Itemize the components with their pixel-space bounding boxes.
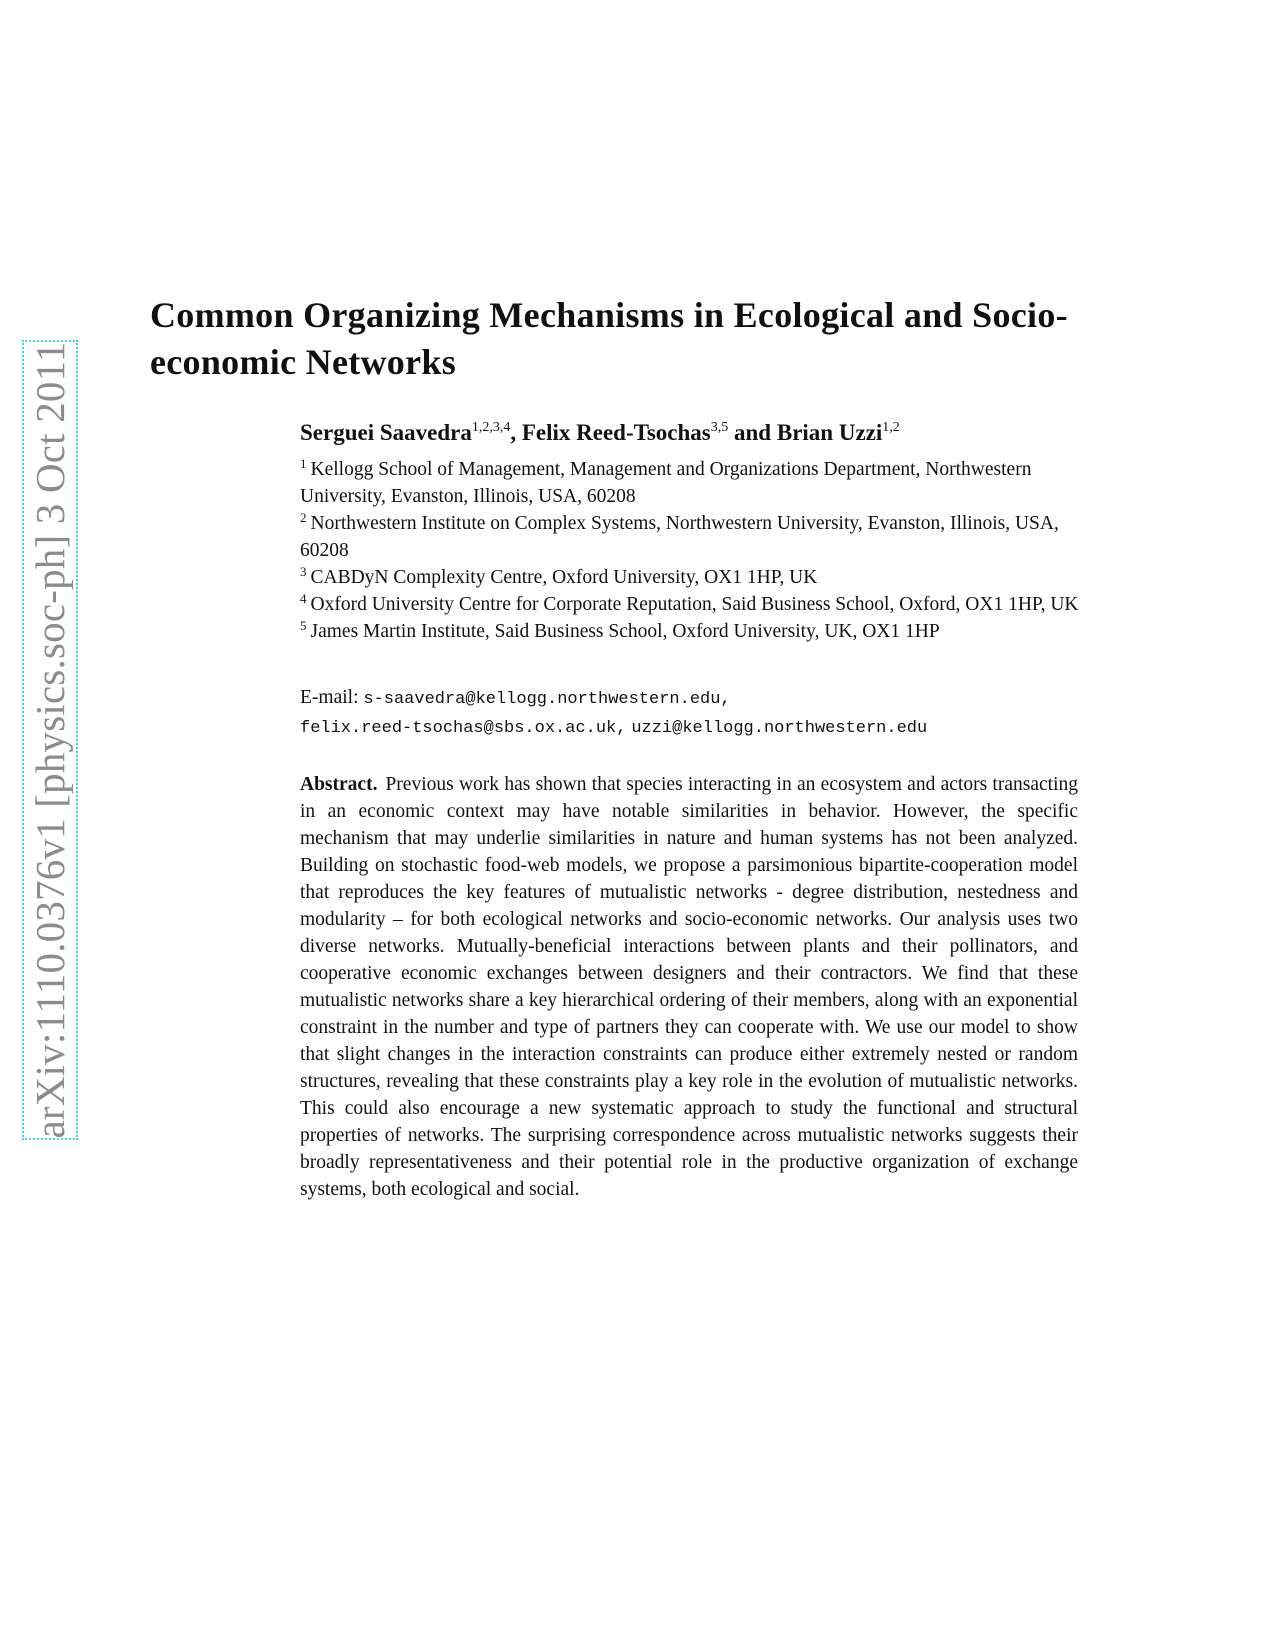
affiliation-text: James Martin Institute, Said Business School, Oxford University, UK, OX1 1HP <box>310 621 940 642</box>
affiliation <box>300 456 1080 510</box>
affiliation-text: Oxford University Centre for Corporate Reputation, Said Business School, Oxford, OX1 1HP, UK <box>310 594 1079 615</box>
arxiv-identifier: arXiv:1110.0376v1 [physics.soc-ph] 3 Oct 2011 <box>27 341 73 1139</box>
author-affiliation-marks: 1,2 <box>882 420 900 435</box>
affiliation-text: CABDyN Complexity Centre, Oxford University, OX1 1HP, UK <box>310 567 818 588</box>
affiliation <box>300 618 1080 645</box>
affiliation-number: 5 <box>300 618 307 633</box>
email-label: E-mail: <box>300 687 359 708</box>
email-block <box>300 684 1080 742</box>
author-affiliation-marks: 1,2,3,4 <box>471 420 511 435</box>
author-separator: and <box>728 420 777 445</box>
author-name: Serguei Saavedra <box>300 420 472 445</box>
affiliation <box>300 591 1080 618</box>
affiliation <box>300 564 1080 591</box>
affiliation-number: 1 <box>300 456 307 471</box>
abstract <box>300 771 1078 1203</box>
email-address[interactable]: s-saavedra@kellogg.northwestern.edu, <box>363 690 731 709</box>
affiliation-list <box>300 456 1080 645</box>
abstract-label: Abstract. <box>300 774 378 795</box>
abstract-text: Previous work has shown that species interacting in an ecosystem and actors transacting in an economic context may have notable similarities in behavior. However, the specific mechanism that may underlie similarities in nature and human systems has not been analyzed. Building on stochastic food-web models, we propose a parsimonious bipartite-cooperation model that reproduces the key features of mutualistic networks - degree distribution, nestedness and modularity – for both ecological networks and socio-economic networks. Our analysis uses two diverse networks. Mutually-beneficial interactions between plants and their pollinators, and cooperative economic exchanges between designers and their contractors. We find that these mutualistic networks share a key hierarchical ordering of their members, along with an exponential constraint in the number and type of partners they can cooperate with. We use our model to show that slight changes in the interaction constraints can produce either extremely nested or random structures, revealing that these constraints play a key role in the evolution of mutualistic networks. This could also encourage a new systematic approach to study the functional and structural properties of networks. The surprising correspondence across mutualistic networks suggests their broadly representativeness and their potential role in the productive organization of exchange systems, both ecological and social. <box>300 774 1078 1200</box>
affiliation-number: 3 <box>300 564 307 579</box>
author-name: Brian Uzzi <box>776 420 883 445</box>
author-separator: , <box>510 420 522 445</box>
email-address[interactable]: felix.reed-tsochas@sbs.ox.ac.uk, <box>300 719 627 738</box>
author-list <box>300 418 900 448</box>
affiliation-number: 2 <box>300 510 307 525</box>
affiliation <box>300 510 1080 564</box>
email-address[interactable]: uzzi@kellogg.northwestern.edu <box>631 719 928 738</box>
paper-title: Common Organizing Mechanisms in Ecological and Socio-economic Networks <box>150 295 1068 382</box>
affiliation-text: Northwestern Institute on Complex Systems, Northwestern University, Evanston, Illinois, USA, 60208 <box>300 513 1059 561</box>
affiliation-number: 4 <box>300 591 307 606</box>
author-name: Felix Reed-Tsochas <box>521 420 711 445</box>
arxiv-stamp <box>22 340 78 1140</box>
author-affiliation-marks: 3,5 <box>710 420 729 435</box>
affiliation-text: Kellogg School of Management, Management and Organizations Department, Northwestern University, Evanston, Illinois, USA, 60208 <box>300 459 1032 507</box>
